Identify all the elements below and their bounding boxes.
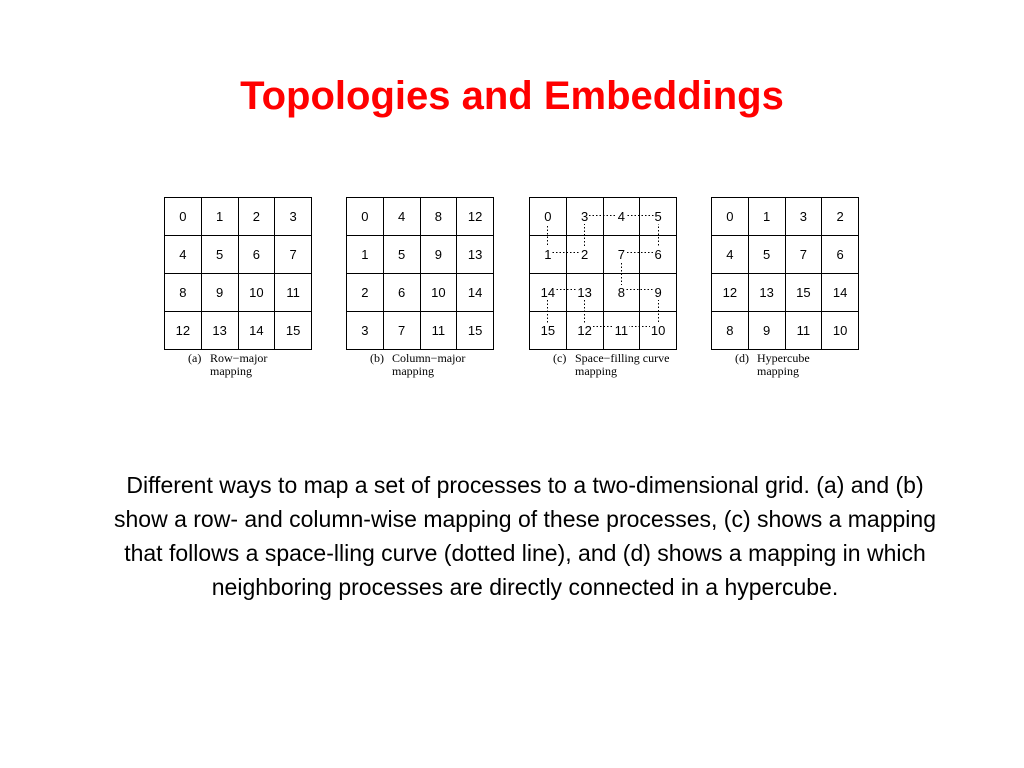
grid-cell: 13 [748,274,785,312]
grid-cell-c [530,198,567,236]
grid-cell-c [530,312,567,350]
caption-text [575,352,677,378]
grid-cell: 0 [544,209,552,224]
grid-cell: 5 [654,209,662,224]
grid-cell: 5 [201,236,238,274]
grid-cell: 12 [577,323,592,338]
grid-cell: 6 [822,236,859,274]
grid-column-major [346,197,494,350]
grid-cell: 0 [347,198,384,236]
grid-cell: 12 [457,198,494,236]
grid-cell: 14 [457,274,494,312]
grid-cell: 1 [748,198,785,236]
grid-cell: 2 [347,274,384,312]
grid-cell-c [530,236,567,274]
grid-cell: 5 [383,236,420,274]
grid-cell-c [566,312,603,350]
grid-cell: 14 [822,274,859,312]
grid-cell-c [640,198,677,236]
caption-row-major [188,352,312,378]
grid-cell: 2 [238,198,275,236]
grid-cell: 11 [420,312,457,350]
grid-cell: 0 [712,198,749,236]
grid-cell: 12 [165,312,202,350]
caption-letter: (b) [370,351,384,365]
grid-cell: 10 [238,274,275,312]
caption-letter: (d) [735,351,749,365]
grid-cell: 2 [581,247,589,262]
caption-space-filling-curve [553,352,677,378]
grid-cell: 4 [712,236,749,274]
description-text: Different ways to map a set of processes to a two-dimensional grid. (a) and (b) show a row- and column-wise mapping of these processes, (c) shows a mapping that follows a space-lling curve (dotted line), and (d) shows a mapping in which neighboring processes are directly connected in a hypercube. [114,472,936,600]
grid-cell: 14 [238,312,275,350]
grid-cell: 3 [347,312,384,350]
caption-line: mapping [575,364,617,378]
grid-cell: 9 [201,274,238,312]
grid-cell-c [603,312,640,350]
grid-cell: 8 [712,312,749,350]
caption-text [392,352,494,378]
grid-cell: 0 [165,198,202,236]
caption-line: Space−filling curve [575,351,670,365]
grid-cell: 11 [275,274,312,312]
panel-hypercube [711,197,859,378]
grid-cell: 9 [420,236,457,274]
grid-cell-c [566,274,603,312]
grid-cell: 12 [712,274,749,312]
grid-cell-c [603,274,640,312]
grid-cell: 4 [165,236,202,274]
grid-cell: 13 [457,236,494,274]
grid-cell: 7 [275,236,312,274]
grid-cell: 1 [544,247,552,262]
grid-cell: 8 [617,285,625,300]
grid-cell: 2 [822,198,859,236]
panel-space-filling-curve [529,197,677,378]
caption-text [757,352,859,378]
grid-cell: 8 [165,274,202,312]
grid-wrap-a [164,197,312,345]
grid-cell-c [640,274,677,312]
grid-cell: 7 [785,236,822,274]
grid-row-major [164,197,312,350]
caption-text [210,352,312,378]
grid-cell: 15 [275,312,312,350]
grid-cell-c [640,236,677,274]
grid-cell: 10 [420,274,457,312]
caption-column-major [370,352,494,378]
grid-cell: 1 [347,236,384,274]
grid-cell: 3 [581,209,589,224]
grid-wrap-b [346,197,494,345]
grid-cell: 14 [540,285,556,300]
grid-cell: 15 [540,323,556,338]
grid-cell-c [640,312,677,350]
caption-line: Column−major [392,351,466,365]
grid-cell: 6 [654,247,662,262]
grid-cell: 5 [748,236,785,274]
grid-cell-c [603,236,640,274]
panel-column-major [346,197,494,378]
grid-cell: 7 [617,247,625,262]
grid-cell: 15 [457,312,494,350]
grid-cell: 15 [785,274,822,312]
grid-cell: 9 [654,285,662,300]
grid-cell: 8 [420,198,457,236]
caption-letter: (c) [553,351,567,365]
caption-line: mapping [392,364,434,378]
grid-cell: 6 [383,274,420,312]
caption-line: mapping [210,364,252,378]
grid-space-filling-curve [529,197,677,350]
grid-cell: 11 [785,312,822,350]
grid-cell: 10 [822,312,859,350]
caption-line: mapping [757,364,799,378]
grid-cell: 10 [650,323,666,338]
grid-cell: 7 [383,312,420,350]
grid-cell-c [566,236,603,274]
grid-cell: 9 [748,312,785,350]
grid-cell-c [530,274,567,312]
grid-cell: 13 [201,312,238,350]
grid-wrap-c [529,197,677,345]
grid-hypercube [711,197,859,350]
grid-cell-c [603,198,640,236]
caption-hypercube [735,352,859,378]
grid-cell: 4 [383,198,420,236]
grid-cell-c [566,198,603,236]
grid-wrap-d [711,197,859,345]
caption-letter: (a) [188,351,202,365]
grid-cell: 3 [785,198,822,236]
slide-title: Topologies and Embeddings [240,74,784,118]
grid-cell: 6 [238,236,275,274]
grid-cell: 11 [614,323,629,338]
grid-cell: 1 [201,198,238,236]
grid-cell: 4 [617,209,625,224]
grid-cell: 13 [577,285,592,300]
grid-cell: 3 [275,198,312,236]
panel-row-major [164,197,312,378]
caption-line: Hypercube [757,351,810,365]
caption-line: Row−major [210,351,268,365]
